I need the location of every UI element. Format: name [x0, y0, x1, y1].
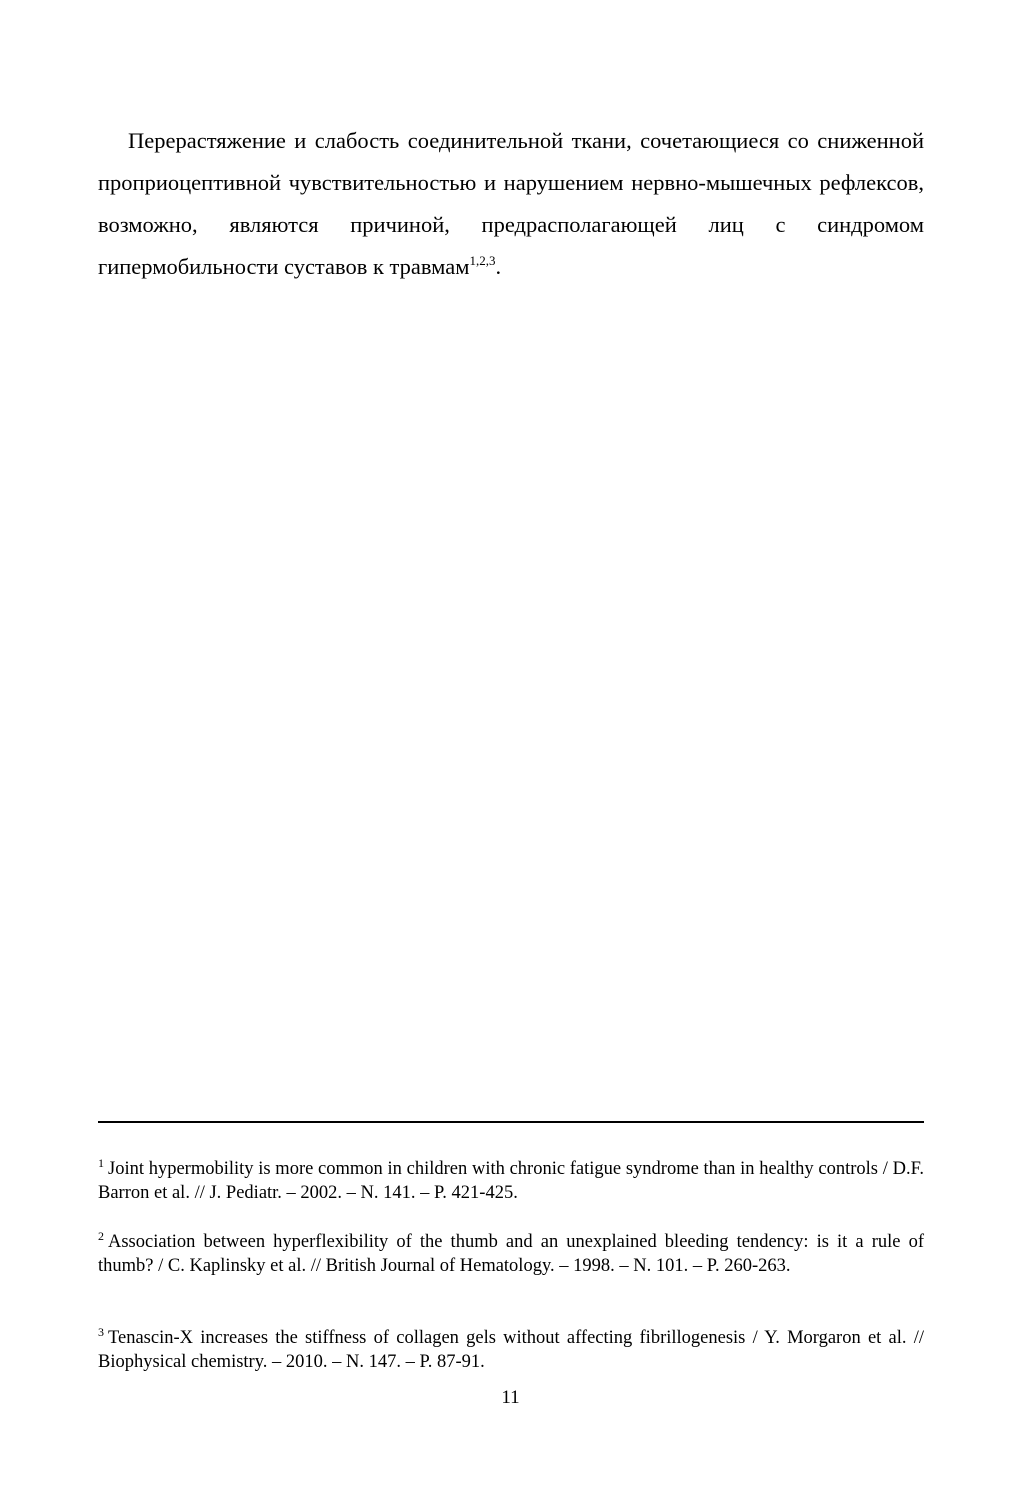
footnote-1: [98, 1157, 924, 1205]
paragraph-text: Перерастяжение и слабость соединительной ткани, сочетающиеся со сниженной проприоцептивной чувствительностью и нарушением нервно-мышечных рефлексов, возможно, являются причиной, предрасполагающей лиц с синдромом гипермобильности суставов к травмам: [98, 128, 924, 279]
footnote-text: Joint hypermobility is more common in children with chronic fatigue syndrome than in healthy controls / D.F. Barron et al. // J. Pediatr. – 2002. – N. 141. – P. 421-425.: [98, 1159, 924, 1203]
footnote-3: [98, 1326, 924, 1374]
page-number: 11: [501, 1387, 520, 1408]
paragraph-end: .: [495, 254, 502, 279]
footnote-separator: [98, 1121, 924, 1123]
footnote-2: [98, 1230, 924, 1278]
footnote-text: Association between hyperflexibility of the thumb and an unexplained bleeding tendency: is it a rule of thumb? / C. Kaplinsky et al. // British Journal of Hematology. – 1998. – N. 101. – P. 260-263.: [98, 1232, 924, 1276]
footnote-marker: 1: [98, 1156, 104, 1170]
footnote-text: Tenascin-X increases the stiffness of collagen gels without affecting fibrillogenesis / Y. Morgaron et al. // Biophysical chemistry. – 2010. – N. 147. – P. 87-91.: [98, 1328, 924, 1372]
footnote-marker: 3: [98, 1325, 104, 1339]
body-paragraph: [98, 120, 924, 288]
footnote-marker: 2: [98, 1229, 104, 1243]
paragraph-footnote-refs: 1,2,3: [469, 253, 496, 268]
